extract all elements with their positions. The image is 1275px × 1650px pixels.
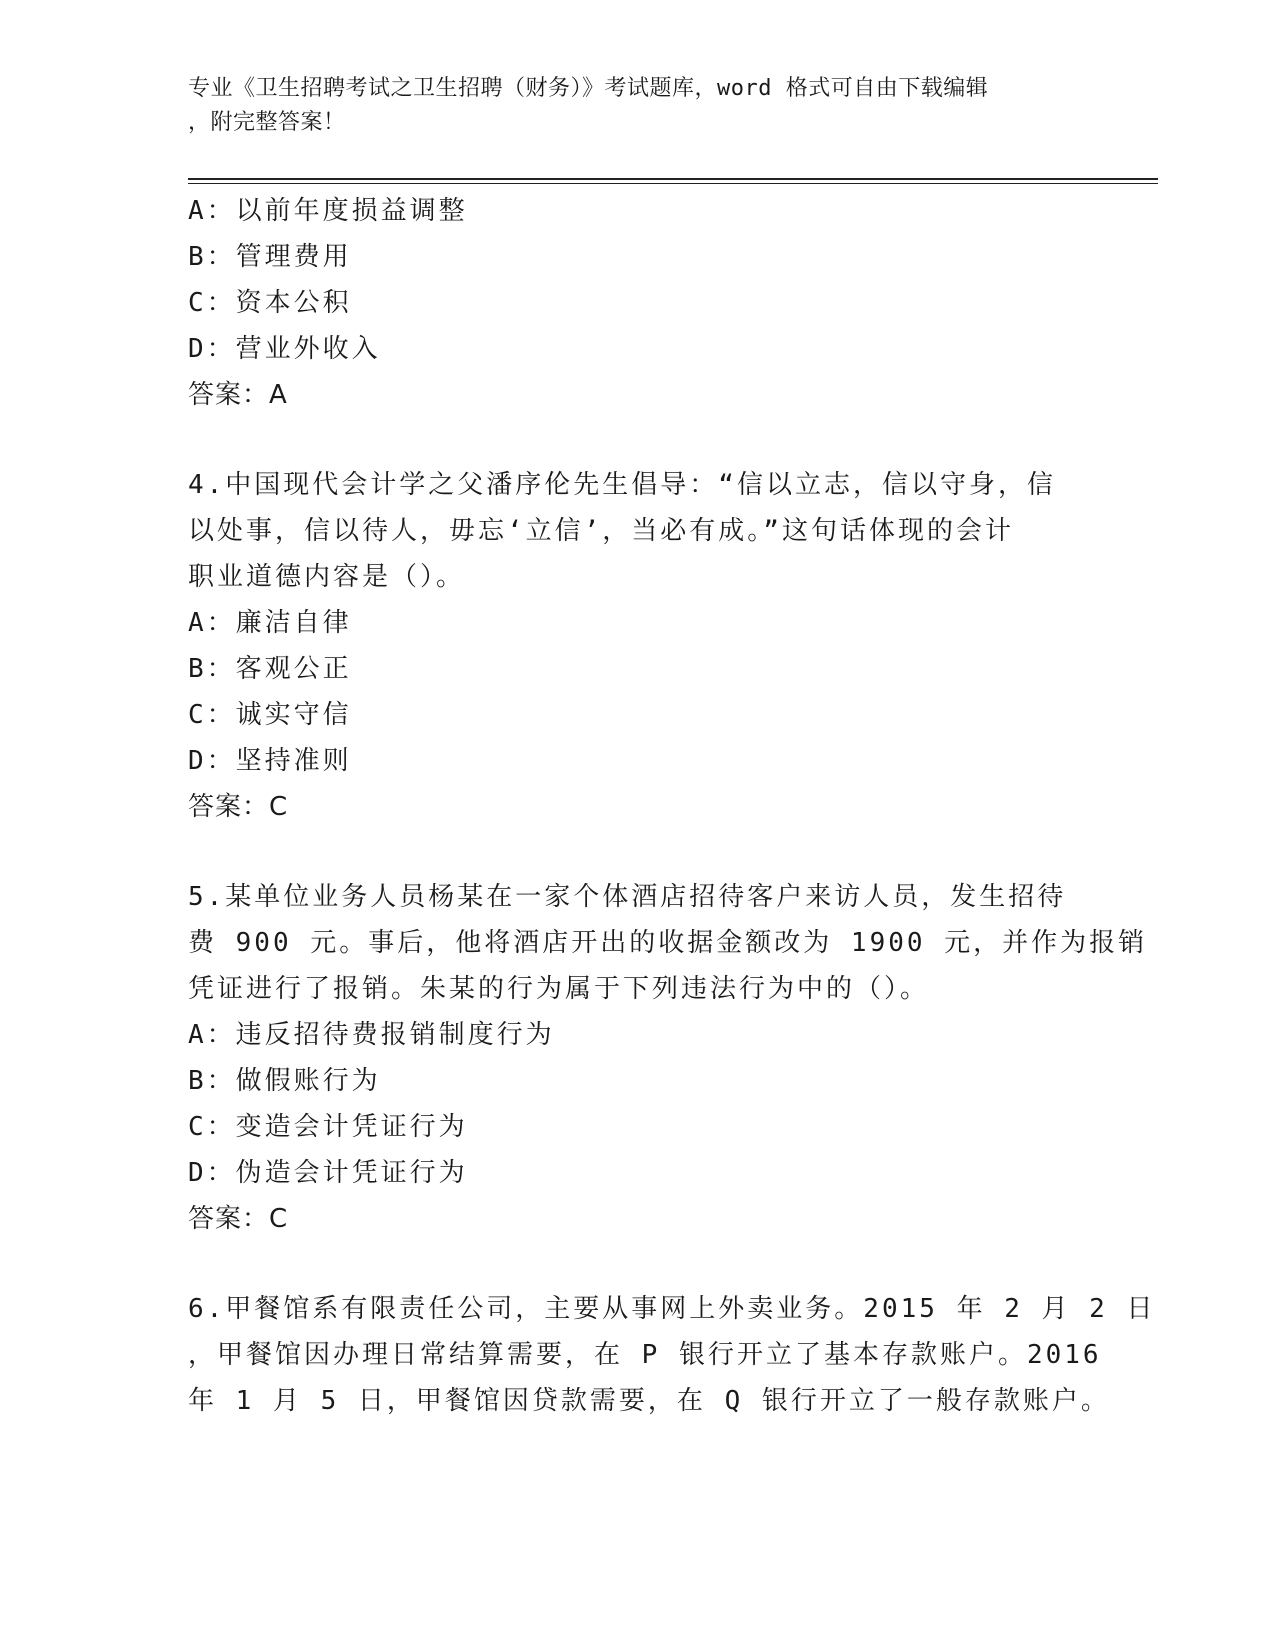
option-c: C：资本公积: [188, 288, 352, 318]
header-divider-thin: [188, 183, 1158, 184]
question-text-line: 凭证进行了报销。朱某的行为属于下列违法行为中的（）。: [188, 974, 930, 1004]
header-title-line-2: ，附完整答案！: [188, 110, 346, 135]
option-d: D：坚持准则: [188, 746, 352, 776]
question-text-line: 6.甲餐馆系有限责任公司，主要从事网上外卖业务。2015 年 2 月 2 日: [188, 1294, 1156, 1324]
question-text-line: 年 1 月 5 日，甲餐馆因贷款需要，在 Q 银行开立了一般存款账户。: [188, 1386, 1110, 1416]
option-d: D：营业外收入: [188, 334, 381, 364]
answer-line: 答案：C: [188, 1204, 289, 1234]
question-text-line: 5.某单位业务人员杨某在一家个体酒店招待客户来访人员，发生招待: [188, 882, 1067, 912]
option-a: A：廉洁自律: [188, 608, 352, 638]
option-a: A：违反招待费报销制度行为: [188, 1020, 555, 1050]
question-4: [188, 462, 1088, 830]
question-text-line: ，甲餐馆因办理日常结算需要，在 P 银行开立了基本存款账户。2016: [188, 1340, 1102, 1370]
option-b: B：管理费用: [188, 242, 352, 272]
document-header: [188, 72, 1068, 140]
question-text-line: 职业道德内容是（）。: [188, 562, 466, 592]
answer-line: 答案：C: [188, 792, 289, 822]
option-d: D：伪造会计凭证行为: [188, 1158, 468, 1188]
option-a: A：以前年度损益调整: [188, 196, 468, 226]
answer-line: 答案：A: [188, 380, 288, 410]
header-title-line-1: 专业《卫生招聘考试之卫生招聘（财务）》考试题库，word 格式可自由下载编辑: [188, 76, 989, 101]
option-c: C：变造会计凭证行为: [188, 1112, 468, 1142]
question-5: [188, 874, 1148, 1242]
question-text-line: 费 900 元。事后，他将酒店开出的收据金额改为 1900 元，并作为报销: [188, 928, 1148, 958]
header-divider-thick: [188, 178, 1158, 180]
question-3: [188, 188, 1088, 418]
option-b: B：做假账行为: [188, 1066, 381, 1096]
question-text-line: 以处事，信以待人，毋忘‘立信’，当必有成。”这句话体现的会计: [188, 516, 1014, 546]
question-text-line: 4.中国现代会计学之父潘序伦先生倡导：“信以立志，信以守身，信: [188, 470, 1056, 500]
document-body: [188, 188, 1156, 1424]
option-c: C：诚实守信: [188, 700, 352, 730]
question-6: [188, 1286, 1156, 1424]
option-b: B：客观公正: [188, 654, 352, 684]
